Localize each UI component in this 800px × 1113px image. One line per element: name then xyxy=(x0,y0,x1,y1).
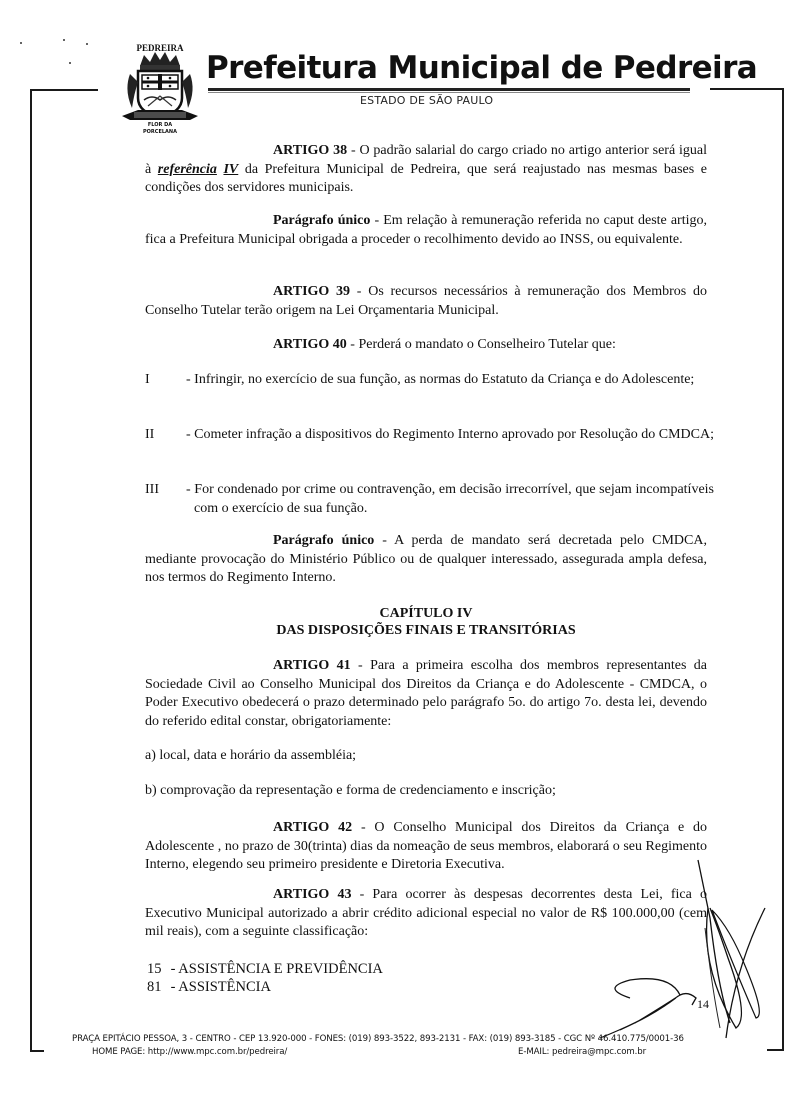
item-text: - For condenado por crime ou contravenção, em decisão irrecorrível, que sejam incompatíveis com o exercício de sua função. xyxy=(186,482,714,516)
chapter-number: CAPÍTULO IV xyxy=(379,606,473,621)
title-underline xyxy=(208,88,690,91)
article-38-paragraph xyxy=(145,212,707,249)
article-39 xyxy=(145,283,707,320)
article-heading: ARTIGO 42 xyxy=(273,820,353,835)
item-text: - Cometer infração a dispositivos do Regimento Interno aprovado por Resolução do CMDCA; xyxy=(186,427,715,442)
crest-lower-line-2: PORCELANA xyxy=(143,129,177,135)
paragraph-heading: Parágrafo único xyxy=(273,533,375,548)
scan-speck xyxy=(69,62,71,64)
page-number: 14 xyxy=(697,997,709,1011)
paragraph-text: - A perda de mandato será decretada pelo CMDCA, mediante provocação do Ministério Público ou de qualquer interessado, assegurada ampla defesa, nos termos do Regimento Interno. xyxy=(145,533,707,585)
item-numeral: II xyxy=(145,427,155,442)
title-underline-thin xyxy=(208,92,690,93)
article-text: - O Conselho Municipal dos Direitos da Criança e do Adolescente , no prazo de 30(trinta) dias da nomeação de seus membros, elaborará o seu Regimento Interno, elegendo seu primeiro presidente e Diretoria Executiva. xyxy=(145,820,708,872)
article-heading: ARTIGO 41 xyxy=(273,658,351,673)
article-41 xyxy=(145,657,707,731)
reference-word: referência xyxy=(157,161,217,177)
reference-number: IV xyxy=(223,161,239,177)
footer-homepage[interactable]: HOME PAGE: http://www.mpc.com.br/pedreira/ xyxy=(92,1047,288,1057)
scan-speck xyxy=(86,43,88,45)
chapter-title: DAS DISPOSIÇÕES FINAIS E TRANSITÓRIAS xyxy=(276,623,576,638)
classification-label: - ASSISTÊNCIA xyxy=(170,979,271,995)
classification-code: 15 xyxy=(147,961,162,977)
paragraph-text: - Em relação à remuneração referida no caput deste artigo, fica a Prefeitura Municipal obrigada a proceder o recolhimento devido ao INSS, ou equivalente. xyxy=(145,213,707,247)
crest-lower-line-1: FLOR DA xyxy=(147,122,173,128)
paragraph-heading: Parágrafo único xyxy=(273,213,371,228)
scan-speck xyxy=(63,39,65,41)
frame-bottom-left xyxy=(30,1050,44,1052)
frame-right xyxy=(782,88,784,1051)
article-heading: ARTIGO 39 xyxy=(273,284,351,299)
article-41-item-a: a) local, data e horário da assembléia; xyxy=(145,748,357,763)
article-text: - O padrão salarial do cargo criado no artigo anterior será igual à xyxy=(145,143,707,177)
article-heading: ARTIGO 38 xyxy=(273,143,348,158)
frame-top-left xyxy=(30,89,98,91)
article-41-item-b: b) comprovação da representação e forma de credenciamento e inscrição; xyxy=(145,783,556,798)
article-text-cont: da Prefeitura Municipal de Pedreira, que será reajustado nas mesmas bases e condições dos servidores municipais. xyxy=(145,161,708,195)
frame-top-right xyxy=(710,88,783,90)
article-40 xyxy=(145,336,707,355)
classification-code: 81 xyxy=(147,979,162,995)
article-40-paragraph xyxy=(145,532,707,588)
article-heading: ARTIGO 40 xyxy=(273,337,347,352)
article-text: - Os recursos necessários à remuneração dos Membros do Conselho Tutelar terão origem na Lei Orçamentaria Municipal. xyxy=(145,284,707,318)
article-text: - Para ocorrer às despesas decorrentes desta Lei, fica o Executivo Municipal autorizado a abrir crédito adicional especial no valor de R$ 100.000,00 (cem mil reais), com a seguinte classificação: xyxy=(145,887,707,939)
classification-label: - ASSISTÊNCIA E PREVIDÊNCIA xyxy=(170,961,383,977)
footer-address: PRAÇA EPITÁCIO PESSOA, 3 - CENTRO - CEP 13.920-000 - FONES: (019) 893-3522, 893-2131 - FAX: (019) 893-3185 - CGC Nº 46.410.775/0001-36 xyxy=(72,1034,684,1044)
article-text: - Para a primeira escolha dos membros representantes da Sociedade Civil ao Conselho Municipal dos Direitos da Criança e do Adolescente - CMDCA, o Poder Executivo obedecerá o prazo determinado pelo parágrafo 5o. do artigo 7o. desta lei, devendo do referido edital constar, obrigatoriamente: xyxy=(145,658,707,729)
frame-left xyxy=(30,89,32,1052)
handwritten-signature xyxy=(560,848,770,1048)
letterhead-subtitle: ESTADO DE SÃO PAULO xyxy=(360,94,494,107)
chapter-heading xyxy=(145,605,707,639)
crest-motto: PEDREIRA xyxy=(136,43,184,53)
frame-bottom-right xyxy=(767,1049,784,1051)
classification-item xyxy=(147,978,271,996)
article-text: - Perderá o mandato o Conselheiro Tutelar que: xyxy=(346,337,616,352)
letterhead-title: Prefeitura Municipal de Pedreira xyxy=(206,50,758,86)
item-numeral: III xyxy=(145,482,159,497)
item-text: - Infringir, no exercício de sua função, as normas do Estatuto da Criança e do Adolescente; xyxy=(186,372,695,387)
article-heading: ARTIGO 43 xyxy=(273,887,352,902)
classification-item xyxy=(147,960,383,978)
article-38 xyxy=(145,142,707,198)
item-numeral: I xyxy=(145,372,150,387)
footer-email[interactable]: E-MAIL: pedreira@mpc.com.br xyxy=(518,1047,647,1057)
municipal-crest-logo xyxy=(118,38,202,136)
scan-speck xyxy=(20,42,22,44)
